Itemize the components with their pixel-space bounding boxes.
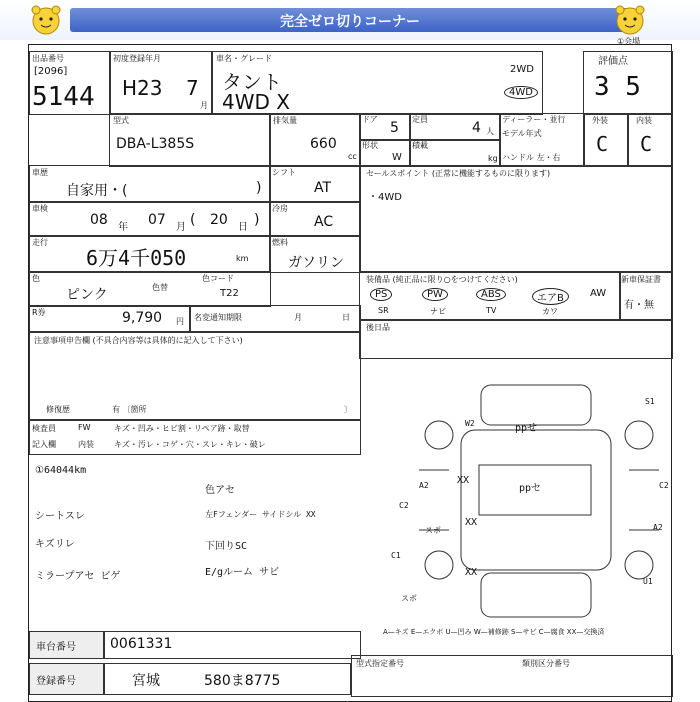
equipment-label: 装備品 (純正品に限り○をつけてください) bbox=[366, 275, 518, 284]
mascot-right-icon bbox=[612, 4, 648, 36]
displacement-unit: cc bbox=[348, 152, 357, 161]
warranty-label: 新車保証書 bbox=[621, 275, 661, 284]
plate-value-box bbox=[103, 663, 351, 695]
shape-label: 形状 bbox=[362, 141, 378, 150]
mileage-label: 走行 bbox=[32, 238, 48, 247]
check-box bbox=[29, 419, 361, 455]
inspection-paren: ( bbox=[190, 212, 196, 228]
mark-xx-3: XX bbox=[465, 567, 478, 578]
banner-bar bbox=[70, 8, 630, 32]
mascot-left-icon bbox=[28, 4, 64, 36]
check-row2: キズ・汚レ・コゲ・穴・スレ・キレ・破レ bbox=[114, 440, 266, 449]
chassis-label: 車台番号 bbox=[36, 642, 76, 653]
check-label: 検査員 bbox=[32, 424, 56, 433]
note-fade: 色アセ bbox=[205, 485, 235, 496]
score-value: 3 5 bbox=[594, 72, 641, 102]
mark-c2-right: C2 bbox=[659, 481, 669, 490]
equip-sr: SR bbox=[378, 306, 389, 315]
check-label2: 記入欄 bbox=[32, 440, 56, 449]
doors-box bbox=[359, 113, 411, 141]
inspection-day-unit: 日 bbox=[238, 222, 248, 233]
shape-value: W bbox=[392, 152, 402, 163]
registration-label: 初度登録年月 bbox=[113, 54, 161, 63]
plate-number: 580ま8775 bbox=[204, 673, 281, 689]
mark-xx-2: XX bbox=[465, 517, 478, 528]
mileage-box bbox=[29, 235, 271, 273]
aircon-label: 冷房 bbox=[272, 204, 288, 213]
equipment-box bbox=[359, 271, 621, 321]
registration-era: H23 bbox=[122, 76, 163, 100]
notes-label: 注意事項申告欄 (不具合内容等は具体的に記入して下さい) bbox=[34, 336, 243, 345]
mileage-unit: km bbox=[236, 254, 249, 263]
displacement-label: 排気量 bbox=[273, 116, 297, 125]
aircon-value: AC bbox=[314, 214, 334, 230]
history-close: ) bbox=[256, 180, 262, 196]
rear-seat-label: 後日品 bbox=[366, 323, 390, 332]
fuel-box bbox=[269, 235, 361, 273]
load-label: 積載 bbox=[412, 141, 428, 150]
mileage-value: 6万4千050 bbox=[86, 246, 187, 270]
dealer-label: ディーラー・並行 bbox=[502, 115, 566, 124]
load-box bbox=[409, 139, 501, 167]
mark-a2-left: A2 bbox=[419, 481, 429, 490]
tax-notice-day: 日 bbox=[342, 313, 350, 322]
fuel-label: 燃料 bbox=[272, 238, 288, 247]
plate-area: 宮城 bbox=[132, 673, 160, 689]
tax-notice-box bbox=[189, 305, 361, 333]
registration-month-unit: 月 bbox=[200, 101, 208, 110]
recycle-value: 9,790 bbox=[122, 310, 163, 326]
damage-legend: A—キズ E—エクボ U—凹み W—補修跡 S—サビ C—腐食 XX—交換済 bbox=[383, 628, 605, 636]
inspection-paren-close: ) bbox=[254, 212, 260, 228]
interior-label: 内装 bbox=[636, 116, 652, 125]
history-label: 車歴 bbox=[32, 168, 48, 177]
capacity-value: 4 bbox=[472, 120, 481, 136]
dealer-box bbox=[499, 113, 585, 167]
inspection-year: 08 bbox=[90, 212, 108, 228]
inspection-day: 20 bbox=[210, 212, 228, 228]
equip-pw: PW bbox=[422, 288, 448, 301]
capacity-label: 定員 bbox=[412, 115, 428, 124]
displacement-value: 660 bbox=[310, 136, 337, 152]
history-value: 自家用・( bbox=[66, 183, 128, 199]
inspection-month: 07 bbox=[148, 212, 166, 228]
note-fender: 左Fフェンダー サイドシル XX bbox=[205, 510, 316, 519]
recycle-box bbox=[29, 305, 191, 333]
repair-history-label: 修復歴 bbox=[46, 405, 70, 414]
equip-abs: ABS bbox=[476, 288, 506, 301]
interior-box bbox=[627, 113, 673, 167]
equip-airbag: エアB bbox=[532, 288, 569, 305]
inspection-month-unit: 月 bbox=[176, 222, 186, 233]
designation-box bbox=[351, 655, 673, 697]
car-diagram bbox=[409, 375, 671, 627]
lot-number: 5144 bbox=[32, 82, 95, 112]
mark-spot-2: スポ bbox=[401, 594, 417, 603]
exterior-box bbox=[583, 113, 629, 167]
shift-box bbox=[269, 165, 361, 203]
inspection-year-unit: 年 bbox=[118, 222, 128, 233]
registration-box bbox=[109, 51, 213, 115]
chassis-value: 0061331 bbox=[110, 636, 173, 652]
capacity-unit: 人 bbox=[486, 127, 494, 136]
color-change-label: 色替 bbox=[152, 283, 168, 292]
interior-value: C bbox=[640, 132, 653, 156]
color-box bbox=[29, 271, 271, 307]
model-label: 車名・グレード bbox=[216, 54, 272, 63]
chassis-label-box bbox=[29, 631, 105, 659]
note-underbody: 下回りSC bbox=[205, 541, 248, 552]
chassis-value-box bbox=[103, 631, 361, 659]
drive-2wd: 2WD bbox=[510, 64, 534, 75]
capacity-box bbox=[409, 113, 501, 141]
note-seat-wear: シートスレ bbox=[35, 511, 85, 522]
notes-box bbox=[29, 331, 361, 421]
banner bbox=[0, 0, 700, 40]
lot-label: 出品番号 bbox=[32, 54, 64, 63]
banner-title: 完全ゼロ切りコーナー bbox=[280, 14, 420, 30]
mark-spot-1: スポ bbox=[425, 526, 441, 535]
score-label: 評価点 bbox=[598, 56, 628, 67]
plate-label: 登録番号 bbox=[36, 676, 76, 687]
shift-label: シフト bbox=[272, 168, 296, 177]
corner-label: ①会場 bbox=[617, 37, 641, 46]
tax-notice-month: 月 bbox=[294, 313, 302, 322]
tax-notice-label: 名変通知期限 bbox=[194, 313, 242, 322]
note-mirror: ミラープアセ ビゲ bbox=[35, 571, 121, 582]
color-value: ピンク bbox=[66, 287, 108, 303]
equip-aw: AW bbox=[590, 288, 607, 299]
equip-ps: PS bbox=[370, 288, 392, 301]
fuel-value: ガソリン bbox=[288, 255, 344, 271]
sales-point-value: ・4WD bbox=[368, 192, 402, 203]
check-row1-tag: FW bbox=[78, 423, 91, 432]
model-name: タント bbox=[222, 70, 282, 94]
check-row2-tag: 内装 bbox=[78, 440, 94, 449]
inspection-label: 車検 bbox=[32, 204, 48, 213]
displacement-box bbox=[269, 113, 361, 167]
history-box bbox=[29, 165, 271, 203]
color-label: 色 bbox=[32, 274, 40, 283]
designation-label-2: 類別区分番号 bbox=[522, 659, 570, 668]
note-engine: E/gルーム サビ bbox=[205, 567, 280, 578]
repair-history-value: 有 〔箇所 bbox=[112, 405, 147, 414]
note-scratch: キズリレ bbox=[35, 539, 75, 550]
handle-label: ハンドル 左・右 bbox=[502, 153, 561, 162]
inspection-box bbox=[29, 201, 271, 237]
recycle-unit: 円 bbox=[176, 317, 184, 326]
mark-c1: C1 bbox=[391, 551, 401, 560]
designation-label-1: 型式指定番号 bbox=[356, 659, 404, 668]
doors-value: 5 bbox=[390, 120, 399, 136]
sales-point-label: セールスポイント (正常に機能するものに限ります) bbox=[366, 169, 551, 178]
lot-small: [2096] bbox=[34, 66, 68, 77]
equip-navi: ナビ bbox=[430, 307, 446, 316]
type-value: DBA-L385S bbox=[116, 136, 195, 152]
doors-label: ドア bbox=[362, 115, 378, 124]
mark-u1: U1 bbox=[643, 577, 653, 586]
score-box bbox=[583, 51, 673, 115]
model-grade: 4WD X bbox=[222, 90, 290, 114]
exterior-value: C bbox=[596, 132, 609, 156]
mark-ppse-top: ppせ bbox=[515, 423, 538, 434]
rear-seat-box bbox=[359, 319, 673, 359]
auction-sheet bbox=[28, 37, 672, 702]
model-box bbox=[211, 51, 543, 115]
lot-box bbox=[29, 51, 111, 115]
recycle-label: R券 bbox=[32, 308, 46, 317]
exterior-label: 外装 bbox=[592, 116, 608, 125]
equip-tv: TV bbox=[486, 306, 497, 315]
drive-4wd: 4WD bbox=[504, 86, 538, 99]
check-row1: キズ・凹み・ヒビ割・リペア跡・取替 bbox=[114, 424, 250, 433]
sales-point-box bbox=[359, 165, 673, 273]
mark-c2-left: C2 bbox=[399, 501, 409, 510]
note-mileage: ①64044km bbox=[35, 465, 87, 476]
shift-value: AT bbox=[314, 180, 332, 196]
mark-w2: W2 bbox=[465, 419, 475, 428]
color-code-label: 色コード bbox=[202, 274, 234, 283]
aircon-box bbox=[269, 201, 361, 237]
warranty-value: 有・無 bbox=[624, 300, 654, 311]
mark-ppse-mid: ppセ bbox=[519, 483, 542, 494]
type-label: 型式 bbox=[113, 116, 129, 125]
mark-s1: S1 bbox=[645, 397, 655, 406]
shape-box bbox=[359, 139, 411, 167]
plate-label-box bbox=[29, 663, 105, 695]
equip-leather: カワ bbox=[542, 307, 558, 316]
model-year-label: モデル年式 bbox=[502, 129, 542, 138]
mark-a2-right: A2 bbox=[653, 523, 663, 532]
warranty-box bbox=[619, 271, 673, 321]
repair-history-close: 〕 bbox=[344, 405, 352, 414]
mark-xx-1: XX bbox=[457, 475, 470, 486]
color-code: T22 bbox=[220, 288, 239, 299]
load-unit: kg bbox=[488, 154, 498, 163]
type-box bbox=[109, 113, 271, 167]
registration-month: 7 bbox=[186, 76, 199, 100]
